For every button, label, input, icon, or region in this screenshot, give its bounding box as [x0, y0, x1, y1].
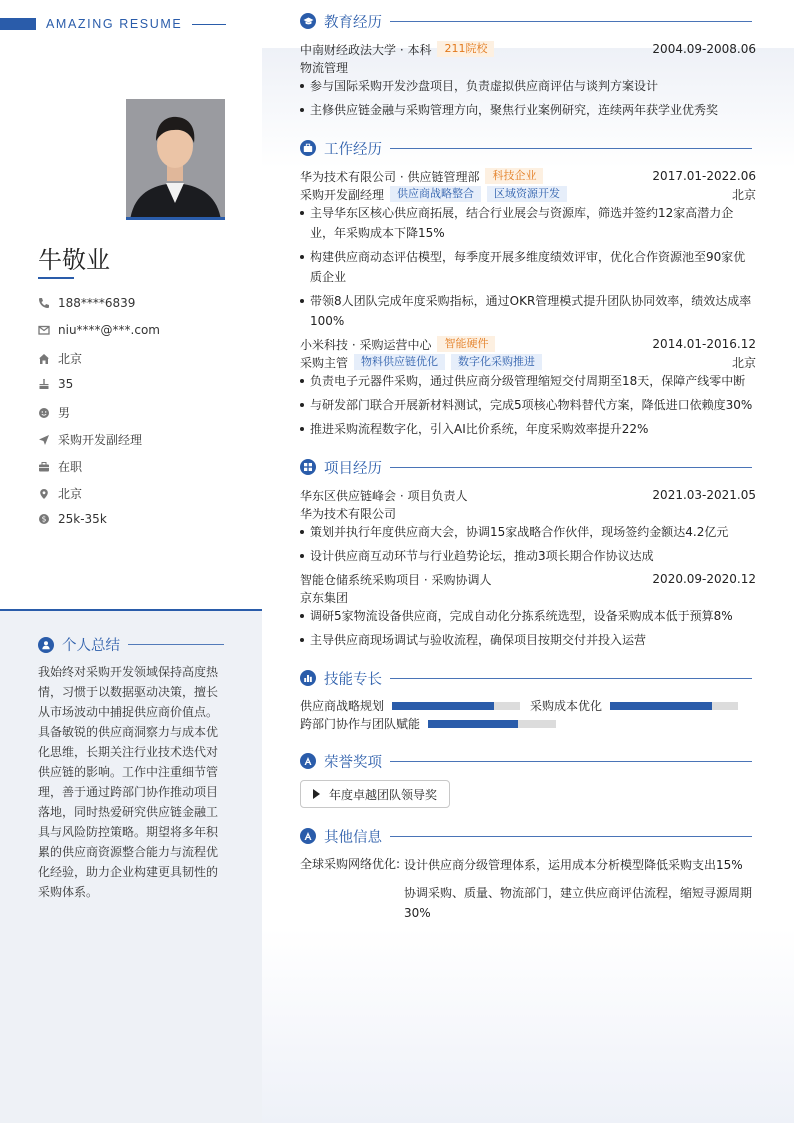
map-pin-icon: [38, 488, 50, 500]
svg-text:$: $: [41, 514, 47, 524]
home-icon: [38, 353, 50, 365]
section-honors-header: [300, 752, 752, 770]
skill-level-bar: [392, 702, 520, 710]
mail-icon: [38, 324, 50, 336]
award-icon: [300, 828, 316, 844]
info-position: [38, 431, 142, 448]
phone-text: 188****6839: [58, 296, 136, 310]
cake-icon: [38, 378, 50, 390]
job-company-tag: 科技企业: [485, 168, 543, 184]
honor-text: 年度卓越团队领导奖: [329, 787, 438, 802]
job-date: 2014.01-2016.12: [652, 337, 756, 351]
info-status: [38, 458, 82, 475]
skill-name: 采购成本优化: [530, 699, 603, 713]
status-text: 在职: [58, 460, 83, 474]
skill-level-bar: [610, 702, 738, 710]
dollar-icon: [38, 513, 50, 525]
job-bullet: 构建供应商动态评估模型，每季度开展多维度绩效评审，优化合作资源池至90家优质企业: [300, 247, 756, 287]
summary-text: 我始终对采购开发领域保持高度热情，习惯于以数据驱动决策，擅长从市场波动中捕捉供应商价值点。具备敏锐的供应商洞察力与成本优化思维，长期关注行业技术迭代对供应链的影响。工作中注重细节管理，善于通过跨部门协作推动项目落地，同时热爱研究供应链金融工具与风险防控策略。期望将多年积累的供应商资源整合能力与流程优化经验，助力企业构建更具韧性的采购体系。: [38, 665, 219, 899]
graduation-cap-icon: [300, 13, 316, 29]
salary-text: 25k-35k: [58, 512, 107, 526]
person-portrait-icon: [126, 99, 225, 220]
job-role-row: [300, 353, 756, 371]
phone-icon: [38, 297, 50, 309]
job-bullet: 带领8人团队完成年度采购指标，通过OKR管理模式提升团队协同效率，绩效达成率100%: [300, 291, 756, 331]
education-row: [300, 40, 756, 58]
name-underline: [38, 277, 74, 279]
info-salary: [38, 512, 107, 526]
skill-level-fill: [428, 720, 518, 728]
job-role-tag: 区域资源开发: [487, 186, 567, 202]
other-title: 其他信息: [324, 829, 382, 846]
job-bullet: 主导华东区核心供应商拓展，结合行业展会与资源库，筛选并签约12家高潜力企业，年采购成本下降15%: [300, 203, 756, 243]
job-city: 北京: [731, 355, 756, 370]
briefcase-icon: [300, 140, 316, 156]
projects-title: 项目经历: [324, 460, 382, 477]
info-location: [38, 350, 82, 367]
project-row: [300, 570, 756, 588]
user-icon: [38, 637, 54, 653]
project-org-row: [300, 504, 756, 522]
work-title: 工作经历: [324, 141, 382, 158]
education-title: 教育经历: [324, 14, 382, 31]
bar-chart-icon: [300, 670, 316, 686]
brand-header: [0, 17, 226, 31]
profile-name: 牛敬业: [38, 246, 110, 274]
skills-title: 技能专长: [324, 671, 382, 688]
job-role-tag: 供应商战略整合: [390, 186, 481, 202]
job-role-row: [300, 185, 756, 203]
skills-divider: [390, 678, 752, 679]
job-role: 采购主管: [300, 355, 349, 370]
project-date: 2021.03-2021.05: [652, 488, 756, 502]
project-org: 华为技术有限公司: [300, 506, 397, 521]
project-org-row: [300, 588, 756, 606]
other-value: 协调采购、质量、物流部门，建立供应商评估流程，缩短寻源周期30%: [404, 886, 753, 920]
award-icon: [300, 753, 316, 769]
project-row: [300, 486, 756, 504]
education-tag: 211院校: [437, 41, 494, 57]
info-phone: [38, 296, 135, 310]
job-bullet: 推进采购流程数字化，引入AI比价系统，年度采购效率提升22%: [300, 419, 756, 439]
play-icon: [313, 789, 320, 799]
education-bullet: 主修供应链金融与采购管理方向，聚焦行业案例研究，连续两年获学业优秀奖: [300, 100, 756, 120]
email-text: niu****@***.com: [58, 323, 160, 337]
send-icon: [38, 434, 50, 446]
projects-divider: [390, 467, 752, 468]
section-other-header: [300, 827, 752, 845]
summary-divider: [128, 644, 224, 645]
education-date: 2004.09-2008.06: [652, 42, 756, 56]
job-bullet: 与研发部门联合开展新材料测试，完成5项核心物料替代方案，降低进口依赖度30%: [300, 395, 756, 415]
job-city: 北京: [731, 187, 756, 202]
job-date: 2017.01-2022.06: [652, 169, 756, 183]
project-bullet: 设计供应商互动环节与行业趋势论坛，推动3项长期合作协议达成: [300, 546, 756, 566]
project-name: 智能仓储系统采购项目 · 采购协调人: [300, 572, 492, 587]
other-divider: [390, 836, 752, 837]
job-role-tag: 数字化采购推进: [451, 354, 542, 370]
education-major: 物流管理: [300, 60, 349, 75]
brand-title: AMAZING RESUME: [46, 17, 183, 31]
other-label: 全球采购网络优化:: [300, 857, 401, 871]
project-org: 京东集团: [300, 590, 349, 605]
profile-photo: [126, 99, 225, 220]
position-text: 采购开发副经理: [58, 433, 143, 447]
expected-city-text: 北京: [58, 487, 83, 501]
project-bullet: 调研5家物流设备供应商，完成自动化分拣系统选型，设备采购成本低于预算8%: [300, 606, 756, 626]
info-email: [38, 323, 160, 337]
brand-divider: [192, 24, 226, 25]
education-major-row: [300, 58, 756, 76]
project-date: 2020.09-2020.12: [652, 572, 756, 586]
location-text: 北京: [58, 352, 83, 366]
gender-text: 男: [58, 406, 71, 420]
job-bullet: 负责电子元器件采购，通过供应商分级管理缩短交付周期至18天，保障产线零中断: [300, 371, 756, 391]
summary-title: 个人总结: [62, 638, 120, 654]
job-company: 华为技术有限公司 · 供应链管理部: [300, 169, 480, 184]
work-divider: [390, 148, 752, 149]
section-education-header: [300, 12, 752, 30]
skill-item: [530, 697, 738, 714]
honors-title: 荣誉奖项: [324, 754, 382, 771]
skill-name: 跨部门协作与团队赋能: [300, 717, 421, 731]
job-company-row: [300, 167, 756, 185]
skill-level-fill: [392, 702, 494, 710]
education-divider: [390, 21, 752, 22]
project-name: 华东区供应链峰会 · 项目负责人: [300, 488, 468, 503]
skill-item: [300, 715, 556, 732]
section-work-header: [300, 139, 752, 157]
age-text: 35: [58, 377, 74, 391]
skill-name: 供应商战略规划: [300, 699, 385, 713]
project-bullet: 主导供应商现场调试与验收流程，确保项目按期交付并投入运营: [300, 630, 756, 650]
section-skills-header: [300, 669, 752, 687]
section-projects-header: [300, 458, 752, 476]
job-company-tag: 智能硬件: [437, 336, 495, 352]
info-gender: [38, 404, 70, 421]
job-role-tag: 物料供应链优化: [354, 354, 445, 370]
grid-icon: [300, 459, 316, 475]
education-school: 中南财经政法大学 · 本科: [300, 42, 432, 57]
info-expected-city: [38, 485, 82, 502]
face-icon: [38, 407, 50, 419]
briefcase-icon: [38, 461, 50, 473]
brand-accent-bar: [0, 18, 36, 30]
skill-level-bar: [428, 720, 556, 728]
summary-header: [38, 634, 224, 655]
skill-item: [300, 697, 520, 714]
job-company-row: [300, 335, 756, 353]
other-value: 设计供应商分级管理体系，运用成本分析模型降低采购支出15%: [404, 858, 743, 872]
project-bullet: 策划并执行年度供应商大会，协调15家战略合作伙伴，现场签约金额达4.2亿元: [300, 522, 756, 542]
job-role: 采购开发副经理: [300, 187, 385, 202]
education-bullet: 参与国际采购开发沙盘项目，负责虚拟供应商评估与谈判方案设计: [300, 76, 756, 96]
skill-level-fill: [610, 702, 712, 710]
honor-item: [300, 780, 450, 808]
job-company: 小米科技 · 采购运营中心: [300, 337, 432, 352]
honors-divider: [390, 761, 752, 762]
info-age: [38, 377, 73, 391]
